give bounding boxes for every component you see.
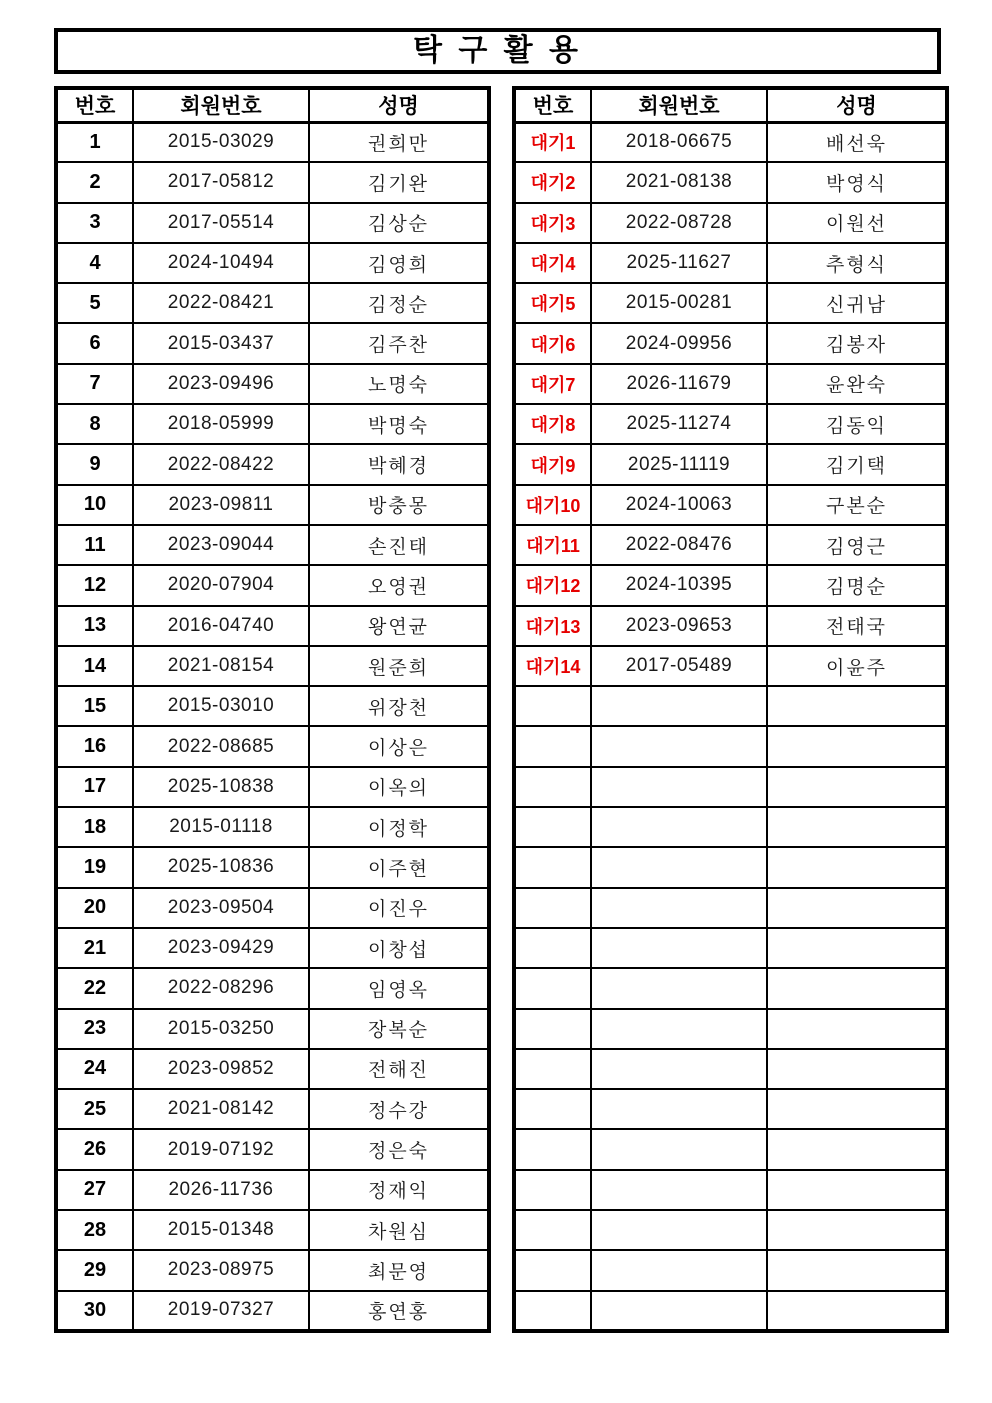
table-row: [514, 1210, 947, 1250]
member-id-cell: 2022-08421: [133, 283, 309, 323]
row-number-cell: 대기9: [514, 444, 591, 484]
table-row: [56, 1250, 489, 1290]
table-row: [514, 122, 947, 162]
member-name-cell: 이상은: [309, 726, 489, 766]
row-number-cell: 11: [56, 525, 133, 565]
member-name-cell: 이옥의: [309, 767, 489, 807]
table-row: [56, 1009, 489, 1049]
member-name-cell: [767, 1089, 947, 1129]
row-number-cell: 대기5: [514, 283, 591, 323]
member-name-cell: 김명순: [767, 565, 947, 605]
table-row: [56, 928, 489, 968]
member-id-cell: [591, 767, 767, 807]
member-id-cell: 2024-10395: [591, 565, 767, 605]
row-number-cell: 13: [56, 606, 133, 646]
title-box: [54, 28, 941, 74]
member-name-cell: [767, 1049, 947, 1089]
member-id-cell: [591, 1089, 767, 1129]
row-number-cell: 29: [56, 1250, 133, 1290]
table-row: [56, 283, 489, 323]
table-row: [514, 1250, 947, 1290]
member-name-cell: 추형식: [767, 243, 947, 283]
member-id-cell: 2025-10836: [133, 847, 309, 887]
member-id-cell: 2017-05812: [133, 162, 309, 202]
member-id-cell: 2015-03250: [133, 1009, 309, 1049]
member-name-cell: 최문영: [309, 1250, 489, 1290]
waiting-list-table: [512, 86, 949, 1333]
table-row: [56, 847, 489, 887]
member-id-cell: 2021-08154: [133, 646, 309, 686]
member-name-cell: [767, 1210, 947, 1250]
row-number-cell: 1: [56, 122, 133, 162]
table-row: [56, 444, 489, 484]
table-row: [514, 1009, 947, 1049]
row-number-cell: [514, 1009, 591, 1049]
member-name-cell: 이창섭: [309, 928, 489, 968]
member-id-cell: [591, 928, 767, 968]
table-row: [514, 203, 947, 243]
table-row: [56, 1089, 489, 1129]
row-number-cell: 대기7: [514, 364, 591, 404]
member-name-cell: [767, 1291, 947, 1331]
member-id-cell: 2015-01348: [133, 1210, 309, 1250]
member-name-cell: [767, 686, 947, 726]
table-row: [56, 1210, 489, 1250]
table-row: [514, 1170, 947, 1210]
member-id-cell: 2021-08138: [591, 162, 767, 202]
table-row: [514, 1049, 947, 1089]
member-id-cell: 2015-00281: [591, 283, 767, 323]
member-name-cell: 김상순: [309, 203, 489, 243]
row-number-cell: 21: [56, 928, 133, 968]
member-id-cell: 2025-11274: [591, 404, 767, 444]
table-row: [56, 203, 489, 243]
row-number-cell: 8: [56, 404, 133, 444]
table-row: [56, 323, 489, 363]
row-number-cell: [514, 928, 591, 968]
member-name-cell: 신귀남: [767, 283, 947, 323]
member-name-cell: 정은숙: [309, 1129, 489, 1169]
member-name-cell: [767, 888, 947, 928]
table-row: [56, 364, 489, 404]
table-row: [514, 928, 947, 968]
row-number-cell: [514, 1089, 591, 1129]
document-page: [54, 28, 941, 1333]
member-name-cell: 방충몽: [309, 485, 489, 525]
table-row: [514, 444, 947, 484]
member-id-cell: 2022-08476: [591, 525, 767, 565]
row-number-cell: 대기13: [514, 606, 591, 646]
table-row: [56, 606, 489, 646]
table-row: [514, 1129, 947, 1169]
member-name-cell: 정수강: [309, 1089, 489, 1129]
member-name-cell: 이원선: [767, 203, 947, 243]
member-name-cell: 손진태: [309, 525, 489, 565]
member-id-cell: [591, 847, 767, 887]
member-name-cell: 전해진: [309, 1049, 489, 1089]
member-name-cell: [767, 726, 947, 766]
row-number-cell: [514, 888, 591, 928]
member-id-cell: [591, 1210, 767, 1250]
row-number-cell: 4: [56, 243, 133, 283]
table-row: [56, 1049, 489, 1089]
table-row: [56, 1129, 489, 1169]
row-number-cell: 대기8: [514, 404, 591, 444]
table-row: [56, 767, 489, 807]
member-name-cell: 임영옥: [309, 968, 489, 1008]
member-id-cell: 2023-09852: [133, 1049, 309, 1089]
row-number-cell: 14: [56, 646, 133, 686]
member-name-cell: 김영근: [767, 525, 947, 565]
member-id-cell: 2024-09956: [591, 323, 767, 363]
column-header-name: 성명: [767, 88, 947, 122]
member-name-cell: 차원심: [309, 1210, 489, 1250]
column-header-member-id: 회원번호: [591, 88, 767, 122]
row-number-cell: 15: [56, 686, 133, 726]
member-name-cell: 박혜경: [309, 444, 489, 484]
row-number-cell: 대기6: [514, 323, 591, 363]
waiting-list-body: [514, 122, 947, 1331]
table-row: [56, 243, 489, 283]
member-name-cell: [767, 847, 947, 887]
member-id-cell: 2018-06675: [591, 122, 767, 162]
member-id-cell: 2015-03010: [133, 686, 309, 726]
row-number-cell: 10: [56, 485, 133, 525]
member-id-cell: 2015-01118: [133, 807, 309, 847]
member-name-cell: 김동익: [767, 404, 947, 444]
member-name-cell: 전태국: [767, 606, 947, 646]
member-id-cell: 2021-08142: [133, 1089, 309, 1129]
member-name-cell: 배선욱: [767, 122, 947, 162]
member-name-cell: 김정순: [309, 283, 489, 323]
row-number-cell: 대기4: [514, 243, 591, 283]
table-row: [514, 606, 947, 646]
table-row: [56, 807, 489, 847]
table-row: [514, 323, 947, 363]
row-number-cell: 23: [56, 1009, 133, 1049]
row-number-cell: 대기11: [514, 525, 591, 565]
member-id-cell: 2018-05999: [133, 404, 309, 444]
table-row: [514, 686, 947, 726]
row-number-cell: [514, 1210, 591, 1250]
row-number-cell: [514, 968, 591, 1008]
member-name-cell: [767, 1009, 947, 1049]
member-id-cell: [591, 968, 767, 1008]
member-name-cell: 윤완숙: [767, 364, 947, 404]
member-id-cell: 2025-11627: [591, 243, 767, 283]
member-roster-header: [56, 88, 489, 122]
table-row: [56, 968, 489, 1008]
row-number-cell: 대기14: [514, 646, 591, 686]
member-name-cell: 왕연균: [309, 606, 489, 646]
member-id-cell: [591, 726, 767, 766]
member-name-cell: 박명숙: [309, 404, 489, 444]
member-name-cell: 구본순: [767, 485, 947, 525]
member-id-cell: 2023-09811: [133, 485, 309, 525]
member-name-cell: [767, 1170, 947, 1210]
member-id-cell: 2015-03437: [133, 323, 309, 363]
member-id-cell: 2022-08728: [591, 203, 767, 243]
row-number-cell: 27: [56, 1170, 133, 1210]
row-number-cell: 24: [56, 1049, 133, 1089]
table-row: [514, 404, 947, 444]
row-number-cell: 17: [56, 767, 133, 807]
member-id-cell: [591, 807, 767, 847]
member-id-cell: 2024-10494: [133, 243, 309, 283]
member-name-cell: [767, 1250, 947, 1290]
member-id-cell: 2023-08975: [133, 1250, 309, 1290]
member-name-cell: 김영희: [309, 243, 489, 283]
member-roster-table: [54, 86, 491, 1333]
member-id-cell: [591, 1170, 767, 1210]
header-row: [514, 88, 947, 122]
member-name-cell: 김기택: [767, 444, 947, 484]
column-header-name: 성명: [309, 88, 489, 122]
row-number-cell: 대기3: [514, 203, 591, 243]
member-name-cell: [767, 928, 947, 968]
member-id-cell: [591, 1009, 767, 1049]
member-id-cell: 2017-05489: [591, 646, 767, 686]
member-name-cell: 이윤주: [767, 646, 947, 686]
row-number-cell: [514, 1049, 591, 1089]
row-number-cell: 22: [56, 968, 133, 1008]
table-row: [514, 485, 947, 525]
row-number-cell: [514, 1170, 591, 1210]
member-name-cell: [767, 968, 947, 1008]
member-name-cell: [767, 767, 947, 807]
member-id-cell: [591, 686, 767, 726]
member-name-cell: 노명숙: [309, 364, 489, 404]
member-id-cell: [591, 888, 767, 928]
member-name-cell: 홍연홍: [309, 1291, 489, 1331]
row-number-cell: 9: [56, 444, 133, 484]
table-row: [514, 807, 947, 847]
table-row: [56, 565, 489, 605]
table-row: [514, 1291, 947, 1331]
row-number-cell: [514, 847, 591, 887]
row-number-cell: [514, 726, 591, 766]
table-row: [514, 283, 947, 323]
member-name-cell: 김봉자: [767, 323, 947, 363]
member-id-cell: 2020-07904: [133, 565, 309, 605]
column-header-no: 번호: [514, 88, 591, 122]
table-row: [56, 646, 489, 686]
table-row: [56, 686, 489, 726]
member-id-cell: [591, 1250, 767, 1290]
member-id-cell: 2017-05514: [133, 203, 309, 243]
member-id-cell: 2026-11736: [133, 1170, 309, 1210]
waiting-list-header: [514, 88, 947, 122]
member-name-cell: 권희만: [309, 122, 489, 162]
row-number-cell: 18: [56, 807, 133, 847]
row-number-cell: [514, 1250, 591, 1290]
row-number-cell: 20: [56, 888, 133, 928]
row-number-cell: 2: [56, 162, 133, 202]
row-number-cell: 30: [56, 1291, 133, 1331]
row-number-cell: 19: [56, 847, 133, 887]
table-row: [56, 485, 489, 525]
table-row: [514, 162, 947, 202]
member-name-cell: 위장천: [309, 686, 489, 726]
member-name-cell: 정재익: [309, 1170, 489, 1210]
table-row: [514, 525, 947, 565]
member-id-cell: 2025-10838: [133, 767, 309, 807]
member-id-cell: 2023-09653: [591, 606, 767, 646]
member-name-cell: [767, 807, 947, 847]
table-row: [56, 404, 489, 444]
member-id-cell: 2019-07192: [133, 1129, 309, 1169]
member-name-cell: 김기완: [309, 162, 489, 202]
table-row: [514, 364, 947, 404]
row-number-cell: 대기12: [514, 565, 591, 605]
member-id-cell: 2023-09044: [133, 525, 309, 565]
member-id-cell: [591, 1129, 767, 1169]
table-row: [56, 525, 489, 565]
table-row: [56, 1291, 489, 1331]
row-number-cell: 16: [56, 726, 133, 766]
member-id-cell: 2022-08685: [133, 726, 309, 766]
member-name-cell: 이진우: [309, 888, 489, 928]
member-name-cell: 김주찬: [309, 323, 489, 363]
member-id-cell: 2024-10063: [591, 485, 767, 525]
member-id-cell: 2023-09504: [133, 888, 309, 928]
member-name-cell: 이주현: [309, 847, 489, 887]
row-number-cell: [514, 767, 591, 807]
member-name-cell: 원준희: [309, 646, 489, 686]
table-row: [514, 726, 947, 766]
row-number-cell: 대기10: [514, 485, 591, 525]
member-name-cell: 오영권: [309, 565, 489, 605]
row-number-cell: [514, 1291, 591, 1331]
table-row: [514, 646, 947, 686]
table-row: [514, 968, 947, 1008]
table-row: [514, 888, 947, 928]
member-id-cell: 2023-09496: [133, 364, 309, 404]
table-row: [514, 767, 947, 807]
row-number-cell: 대기1: [514, 122, 591, 162]
table-row: [56, 122, 489, 162]
row-number-cell: [514, 807, 591, 847]
member-id-cell: 2015-03029: [133, 122, 309, 162]
member-id-cell: 2025-11119: [591, 444, 767, 484]
row-number-cell: 대기2: [514, 162, 591, 202]
row-number-cell: 25: [56, 1089, 133, 1129]
member-roster-body: [56, 122, 489, 1331]
member-id-cell: 2026-11679: [591, 364, 767, 404]
row-number-cell: 12: [56, 565, 133, 605]
row-number-cell: 6: [56, 323, 133, 363]
member-name-cell: [767, 1129, 947, 1169]
table-row: [56, 1170, 489, 1210]
table-row: [56, 162, 489, 202]
tables-container: [54, 86, 941, 1333]
table-row: [514, 847, 947, 887]
row-number-cell: 7: [56, 364, 133, 404]
member-name-cell: 이정학: [309, 807, 489, 847]
table-row: [56, 726, 489, 766]
table-row: [514, 565, 947, 605]
member-id-cell: 2022-08296: [133, 968, 309, 1008]
row-number-cell: 26: [56, 1129, 133, 1169]
member-id-cell: 2023-09429: [133, 928, 309, 968]
row-number-cell: 5: [56, 283, 133, 323]
member-id-cell: [591, 1291, 767, 1331]
row-number-cell: [514, 686, 591, 726]
page-title: 탁 구 활 용: [413, 34, 582, 67]
column-header-no: 번호: [56, 88, 133, 122]
row-number-cell: [514, 1129, 591, 1169]
row-number-cell: 28: [56, 1210, 133, 1250]
member-name-cell: 박영식: [767, 162, 947, 202]
header-row: [56, 88, 489, 122]
table-row: [514, 1089, 947, 1129]
member-id-cell: 2022-08422: [133, 444, 309, 484]
member-id-cell: [591, 1049, 767, 1089]
column-header-member-id: 회원번호: [133, 88, 309, 122]
table-row: [56, 888, 489, 928]
member-id-cell: 2019-07327: [133, 1291, 309, 1331]
member-name-cell: 장복순: [309, 1009, 489, 1049]
row-number-cell: 3: [56, 203, 133, 243]
table-row: [514, 243, 947, 283]
member-id-cell: 2016-04740: [133, 606, 309, 646]
